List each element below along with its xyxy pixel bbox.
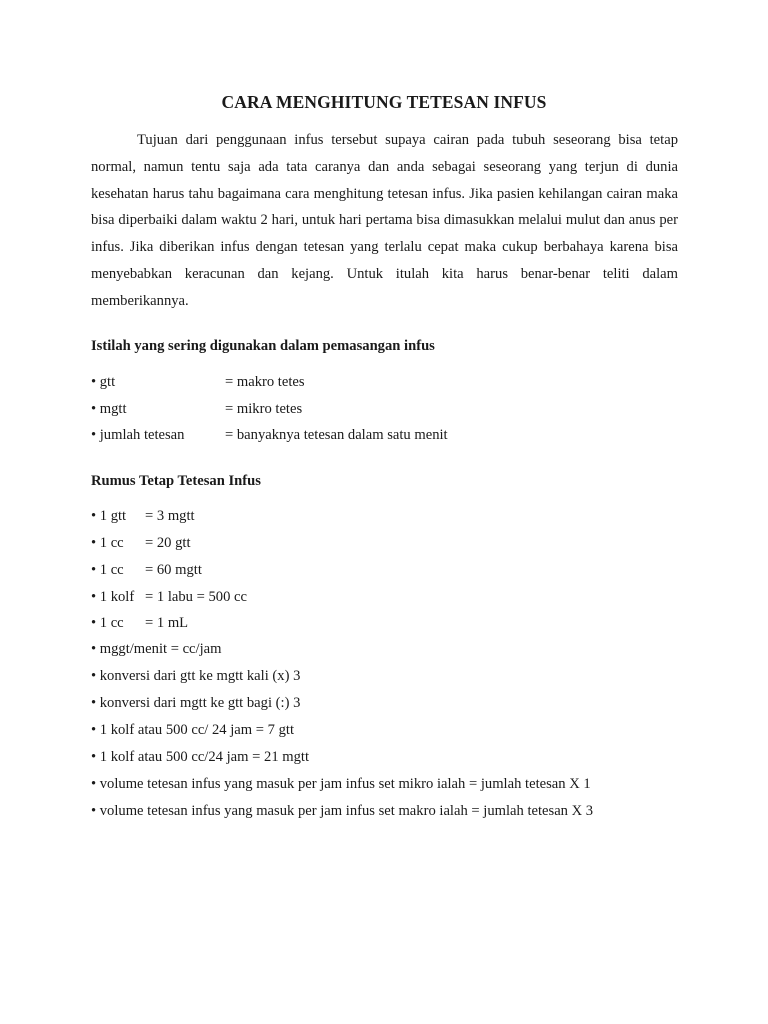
term: • 1 kolf atau 500 cc/24 jam = 21 mgtt <box>91 749 310 765</box>
term: • 1 cc <box>91 535 124 551</box>
list-item <box>91 535 191 552</box>
definition: = 60 mgtt <box>145 562 202 578</box>
document-title: CARA MENGHITUNG TETESAN INFUS <box>221 92 547 112</box>
term: • gtt <box>91 374 116 390</box>
list-item <box>91 722 294 739</box>
list-item <box>91 749 309 766</box>
term: • volume tetesan infus yang masuk per jam infus set makro ialah = jumlah tetesan X 3 <box>91 803 594 819</box>
term: • 1 kolf <box>91 589 135 605</box>
list-item <box>91 776 591 793</box>
definition: = banyaknya tetesan dalam satu menit <box>225 427 448 443</box>
definition: = 1 labu = 500 cc <box>145 589 247 605</box>
definition: = 3 mgtt <box>145 508 195 524</box>
list-item <box>91 668 300 685</box>
term: • volume tetesan infus yang masuk per jam infus set mikro ialah = jumlah tetesan X 1 <box>91 776 591 792</box>
term: • konversi dari mgtt ke gtt bagi (:) 3 <box>91 695 301 711</box>
term: • jumlah tetesan <box>91 427 185 443</box>
list-item <box>91 562 202 579</box>
list-item <box>91 374 305 391</box>
term: • 1 cc <box>91 562 124 578</box>
list-item <box>91 615 189 632</box>
definition: = 20 gtt <box>145 535 191 551</box>
intro-text: Tujuan dari penggunaan infus tersebut supaya cairan pada tubuh seseorang bisa tetap normal, namun tentu saja ada tata caranya dan anda sebagai seseorang yang terjun di dunia kesehatan harus tahu bagaimana cara menghitung tetesan infus. Jika pasien kehilangan cairan maka bisa diperbaiki dalam waktu 2 hari, untuk hari pertama bisa dimasukkan melalui mulut dan anus per infus. Jika diberikan infus dengan tetesan yang terlalu cepat maka cukup berbahaya karena bisa menyebabkan keracunan dan kejang. Untuk itulah kita harus benar-benar teliti dalam memberikannya. <box>91 132 678 309</box>
definition: = mikro tetes <box>225 401 303 417</box>
list-item <box>91 508 195 525</box>
section-heading-rumus: Rumus Tetap Tetesan Infus <box>91 473 261 489</box>
list-item <box>91 401 303 418</box>
term: • mggt/menit = cc/jam <box>91 641 222 657</box>
section-heading-istilah: Istilah yang sering digunakan dalam pemasangan infus <box>91 338 435 354</box>
term: • mgtt <box>91 401 127 417</box>
term: • konversi dari gtt ke mgtt kali (x) 3 <box>91 668 301 684</box>
term: • 1 kolf atau 500 cc/ 24 jam = 7 gtt <box>91 722 295 738</box>
list-item <box>91 589 247 606</box>
list-item <box>91 427 448 444</box>
term: • 1 cc <box>91 615 124 631</box>
term: • 1 gtt <box>91 508 127 524</box>
list-item <box>91 695 300 712</box>
definition: = 1 mL <box>145 615 189 631</box>
list-item <box>91 641 221 658</box>
list-item <box>91 803 593 820</box>
intro-paragraph <box>91 127 678 315</box>
definition: = makro tetes <box>225 374 305 390</box>
